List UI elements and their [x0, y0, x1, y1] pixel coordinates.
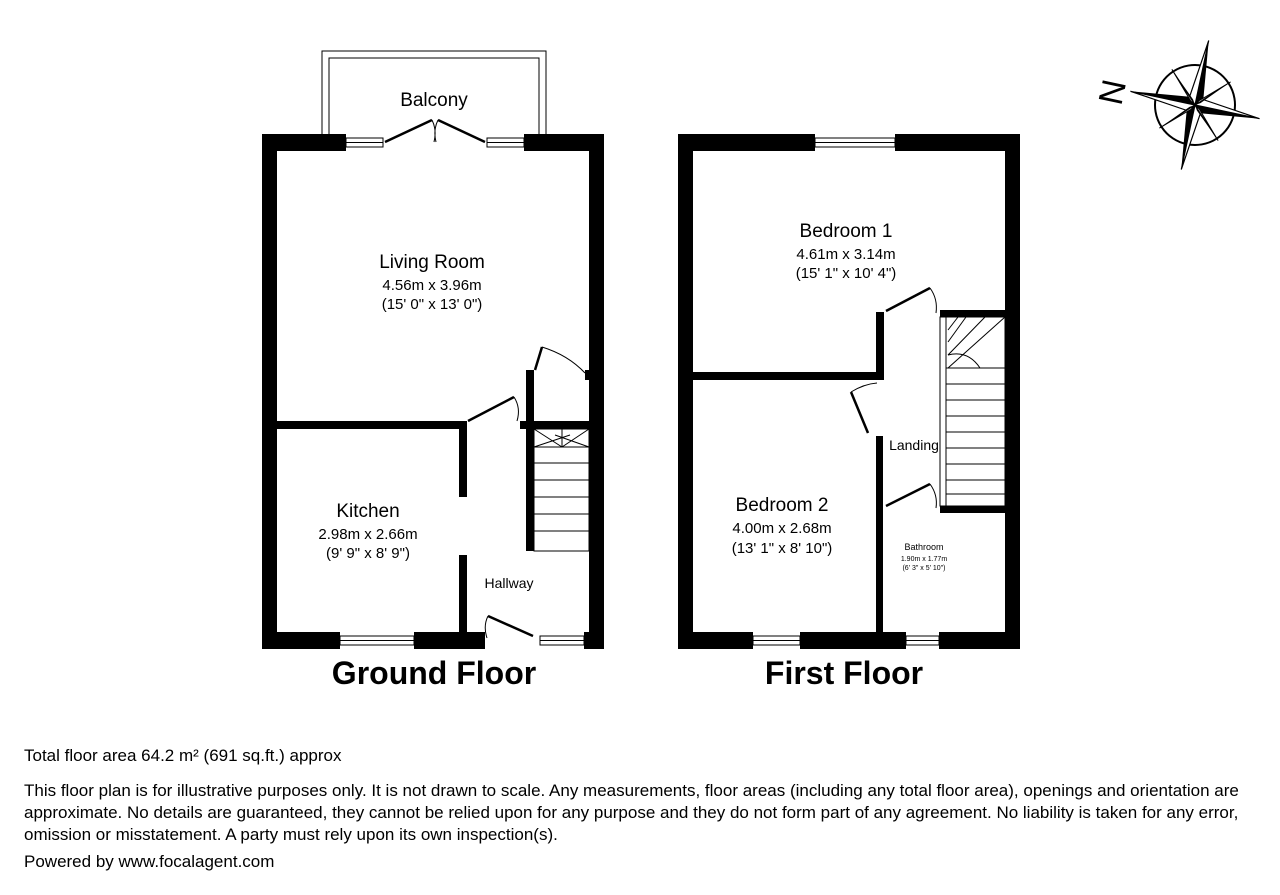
room-label-landing: Landing	[889, 437, 939, 453]
room-dimensions-bedroom-2-metric: 4.00m x 2.68m	[732, 520, 832, 537]
ground-floor-outer-walls	[262, 134, 604, 649]
room-dimensions-bedroom-1-imperial: (15' 1" x 10' 4")	[795, 265, 897, 282]
room-dimensions-kitchen-metric: 2.98m x 2.66m	[318, 526, 418, 543]
kitchen-window	[340, 636, 414, 645]
room-dimensions-bathroom-metric: 1.90m x 1.77m	[900, 556, 948, 563]
floor-title-ground: Ground Floor	[331, 655, 537, 691]
compass-rose-icon	[1117, 27, 1274, 184]
room-dimensions-living-room-imperial: (15' 0" x 13' 0")	[381, 296, 483, 313]
room-label-living-room: Living Room	[379, 252, 485, 273]
floor-title-first: First Floor	[764, 655, 924, 691]
room-label-bedroom-1: Bedroom 1	[799, 221, 893, 242]
room-dimensions-bedroom-2-imperial: (13' 1" x 8' 10")	[731, 540, 833, 557]
ground-floor-stairs	[534, 429, 589, 551]
room-label-balcony: Balcony	[400, 90, 468, 111]
room-dimensions-bedroom-1-metric: 4.61m x 3.14m	[796, 246, 896, 263]
powered-by-text: Powered by www.focalagent.com	[24, 852, 275, 871]
compass-north-label: N	[1091, 76, 1135, 109]
bedroom-1-door	[886, 288, 936, 313]
living-room-door	[468, 397, 518, 421]
cupboard-door	[535, 347, 585, 373]
bathroom-window	[906, 636, 939, 645]
room-label-bedroom-2: Bedroom 2	[735, 495, 829, 516]
total-floor-area: Total floor area 64.2 m² (691 sq.ft.) approx	[24, 746, 342, 765]
first-floor-outer-walls	[678, 134, 1020, 649]
room-dimensions-kitchen-imperial: (9' 9" x 8' 9")	[326, 545, 410, 562]
bedroom-2-door	[851, 383, 877, 433]
room-label-hallway: Hallway	[484, 575, 534, 591]
living-room-window-left	[346, 138, 383, 147]
disclaimer-text: This floor plan is for illustrative purposes only. It is not drawn to scale. Any measurements, floor areas (including any total floor area), openings and orientation are approximate. No details are guaranteed, they cannot be relied upon for any purpose and they do not form part of any agreement. No liability is taken for any error, omission or misstatement. A party must rely upon its own inspection(s).	[24, 781, 1239, 844]
bathroom-door	[886, 484, 936, 508]
room-dimensions-bathroom-imperial: (6' 3" x 5' 10")	[902, 565, 946, 572]
room-label-kitchen: Kitchen	[336, 501, 400, 522]
bedroom-2-window	[753, 636, 800, 645]
hallway-window	[540, 636, 584, 645]
room-label-bathroom: Bathroom	[904, 542, 944, 552]
ground-floor-plan	[262, 51, 604, 691]
room-dimensions-living-room-metric: 4.56m x 3.96m	[382, 277, 482, 294]
first-floor-stairs	[940, 317, 1005, 506]
first-floor-plan	[678, 134, 1020, 691]
living-room-window-right	[487, 138, 524, 147]
ground-floor-interior-walls	[277, 370, 589, 635]
bedroom-1-window	[815, 138, 895, 147]
